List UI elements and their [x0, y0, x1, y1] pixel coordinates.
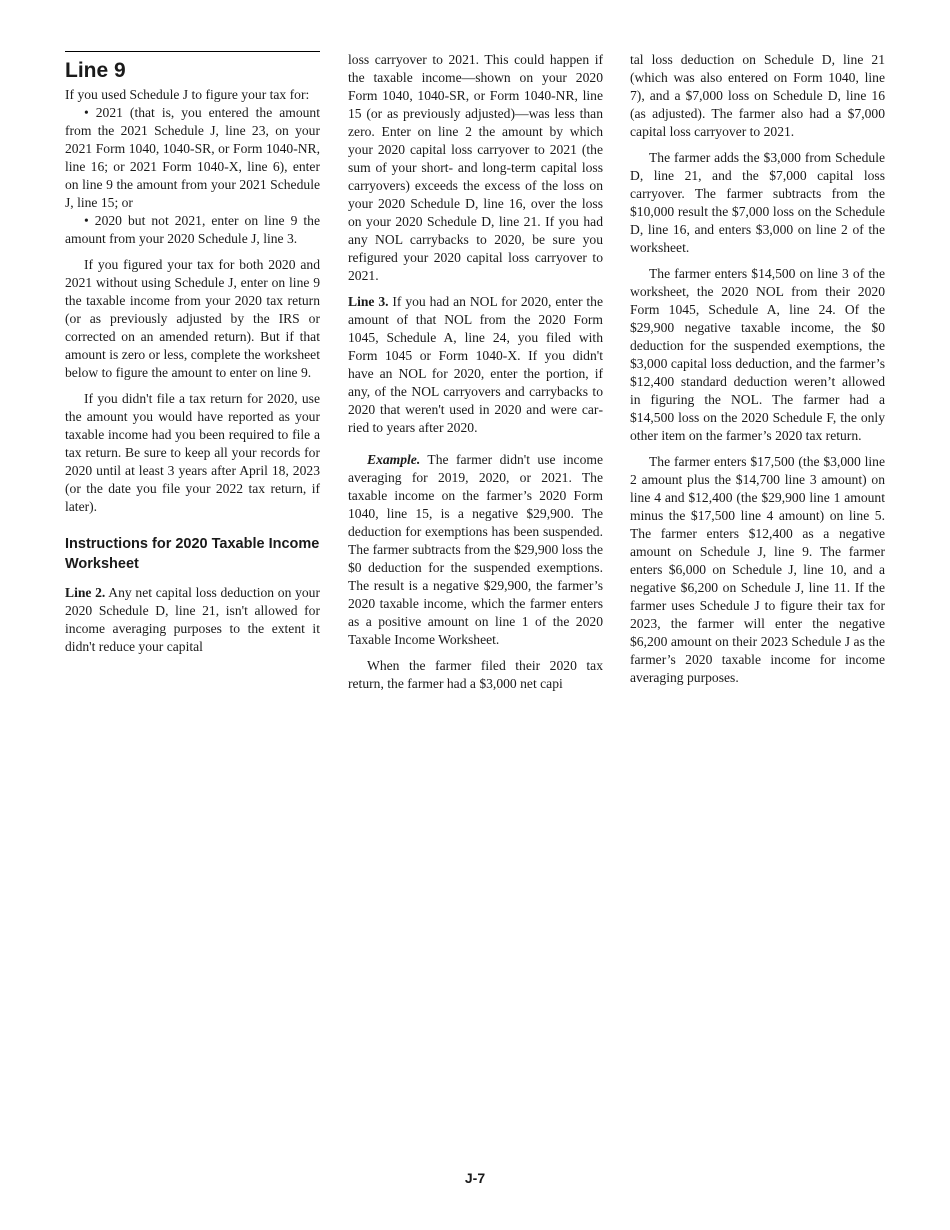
- line-3-label: Line 3.: [348, 294, 389, 309]
- column-1: [65, 51, 320, 664]
- example-text: The farmer didn't use income averaging for 2019, 2020, or 2021. The taxable income on the farmer’s 2020 Form 1040, line 15, is a negative $29,900. The deduction for exemptions has been suspended. The farmer subtracts from the $29,900 loss the $0 deduction for the suspended exemptions. The result is a negative $29,900, the farmer’s 2020 taxable income, which the farmer enters as a positive amount on line 1 of the 2020 Taxable Income Worksheet.: [348, 452, 603, 647]
- bullet-item-2021: • 2021 (that is, you entered the amount from the 2021 Schedule J, line 23, on your 2021 Form 1040, 1040-SR, or Form 1040-NR, line 16; or 2021 Form 1040-X, line 6), enter on line 9 the amount from your 2021 Schedule J, line 15; or: [65, 105, 320, 210]
- line-2-paragraph: [65, 584, 320, 656]
- column-2: [348, 51, 603, 701]
- heading-rule: [65, 51, 320, 52]
- line-9-heading: Line 9: [65, 59, 126, 82]
- page-number: J-7: [464, 1170, 486, 1186]
- line-2-continuation: loss carryover to 2021. This could happen if the taxable income—shown on your 2020 Form 1040, 1040-SR, or Form 1040-NR, line 15 (or as previously adjusted)—was less than zero. Enter on line 2 the amount by which your 2020 capital loss carryover to 2021 (the sum of your short- and long-term capital loss carryovers) exceeds the excess of the loss on your 2020 Schedule D, line 16, over the loss on your 2020 Schedule D, line 21. If you had any NOL carrybacks to 2020, be sure you refigured your 2020 capital loss carryover to 2021.: [348, 52, 603, 283]
- line-2-label: Line 2.: [65, 585, 106, 600]
- line-9-intro: If you used Schedule J to figure your tax for:: [65, 87, 310, 102]
- paragraph-no-return-filed: If you didn't file a tax return for 2020, use the amount you would have reported as your taxable income had you been required to file a tax return. Be sure to keep all your records for 2020 until at least 3 years after April 18, 2023 (or the date you file your 2022 tax return, if later).: [65, 391, 320, 514]
- bullet-list: [65, 104, 320, 248]
- example-paragraph: [348, 451, 603, 649]
- bullet-item-2020: • 2020 but not 2021, enter on line 9 the amount from your 2020 Schedule J, line 3.: [65, 213, 320, 246]
- farmer-nol-paragraph: The farmer enters $14,500 on line 3 of the worksheet, the 2020 NOL from their 2020 Form 1045, Schedule A, line 24. Of the $29,900 negative taxable income, the $0 deduction for the suspended exemptions, the $3,000 capital loss deduction, and the farmer’s $12,400 standard deduction weren’t allowed in figuring the NOL. The farmer had a $14,500 loss on the 2020 Schedule F, the only other item on the farmer’s 2020 tax return.: [630, 266, 885, 443]
- capital-loss-continuation: tal loss deduction on Schedule D, line 21 (which was also entered on Form 1040, line 7), and a $7,000 loss on Schedule D, line 16 (as adjusted). The farmer also had a $7,000 capital loss carryover to 2021.: [630, 52, 885, 139]
- line-3-text: If you had an NOL for 2020, enter the amount of that NOL from the 2020 Form 1045, Schedule A, line 24, you filed with Form 1045 or Form 1040-X. If you didn't have an NOL for 2020, enter the portion, if any, of the NOL carryovers and carrybacks to 2020 that weren't used in 2020 and were carried to years after 2020.: [348, 294, 603, 435]
- paragraph-without-schedule-j: If you figured your tax for both 2020 and 2021 without using Schedule J, enter on line 9 the taxable income from your 2020 tax return (or as previously adjusted by the IRS or corrected on an amended return). But if that amount is zero or less, complete the worksheet below to figure the amount to enter on line 9.: [65, 257, 320, 380]
- line-2-text: Any net capital loss deduction on your 2020 Schedule D, line 21, isn't allowed for income averaging purposes to the extent it didn't reduce your capital: [65, 585, 321, 654]
- farmer-adds-paragraph: The farmer adds the $3,000 from Schedule D, line 21, and the $7,000 capital loss carryover. The farmer subtracts from the $10,000 result the $7,000 loss on the Schedule D, line 16, and enters $3,000 on line 2 of the worksheet.: [630, 150, 885, 255]
- farmer-filed-paragraph: When the farmer filed their 2020 tax return, the farmer had a $3,000 net capi: [348, 658, 603, 691]
- line-3-paragraph: [348, 293, 603, 437]
- example-label: Example.: [367, 452, 421, 467]
- worksheet-instructions-heading: Instructions for 2020 Taxable Income Worksheet: [65, 536, 320, 572]
- farmer-enters-paragraph: The farmer enters $17,500 (the $3,000 line 2 amount plus the $14,700 line 3 amount) on line 4 and $12,400 (the $29,900 line 1 amount minus the $17,500 line 4 amount) on line 5. The farmer enters $12,400 as a negative amount on Schedule J, line 9. The farmer enters $6,000 on Schedule J, line 10, and a negative $6,200 on Schedule J, line 11. If the farmer uses Schedule J to figure their tax for 2023, the farmer will enter the negative $6,200 amount on their 2023 Schedule J as the farmer’s 2020 taxable income for income averaging purposes.: [630, 454, 885, 685]
- column-3: [630, 51, 885, 695]
